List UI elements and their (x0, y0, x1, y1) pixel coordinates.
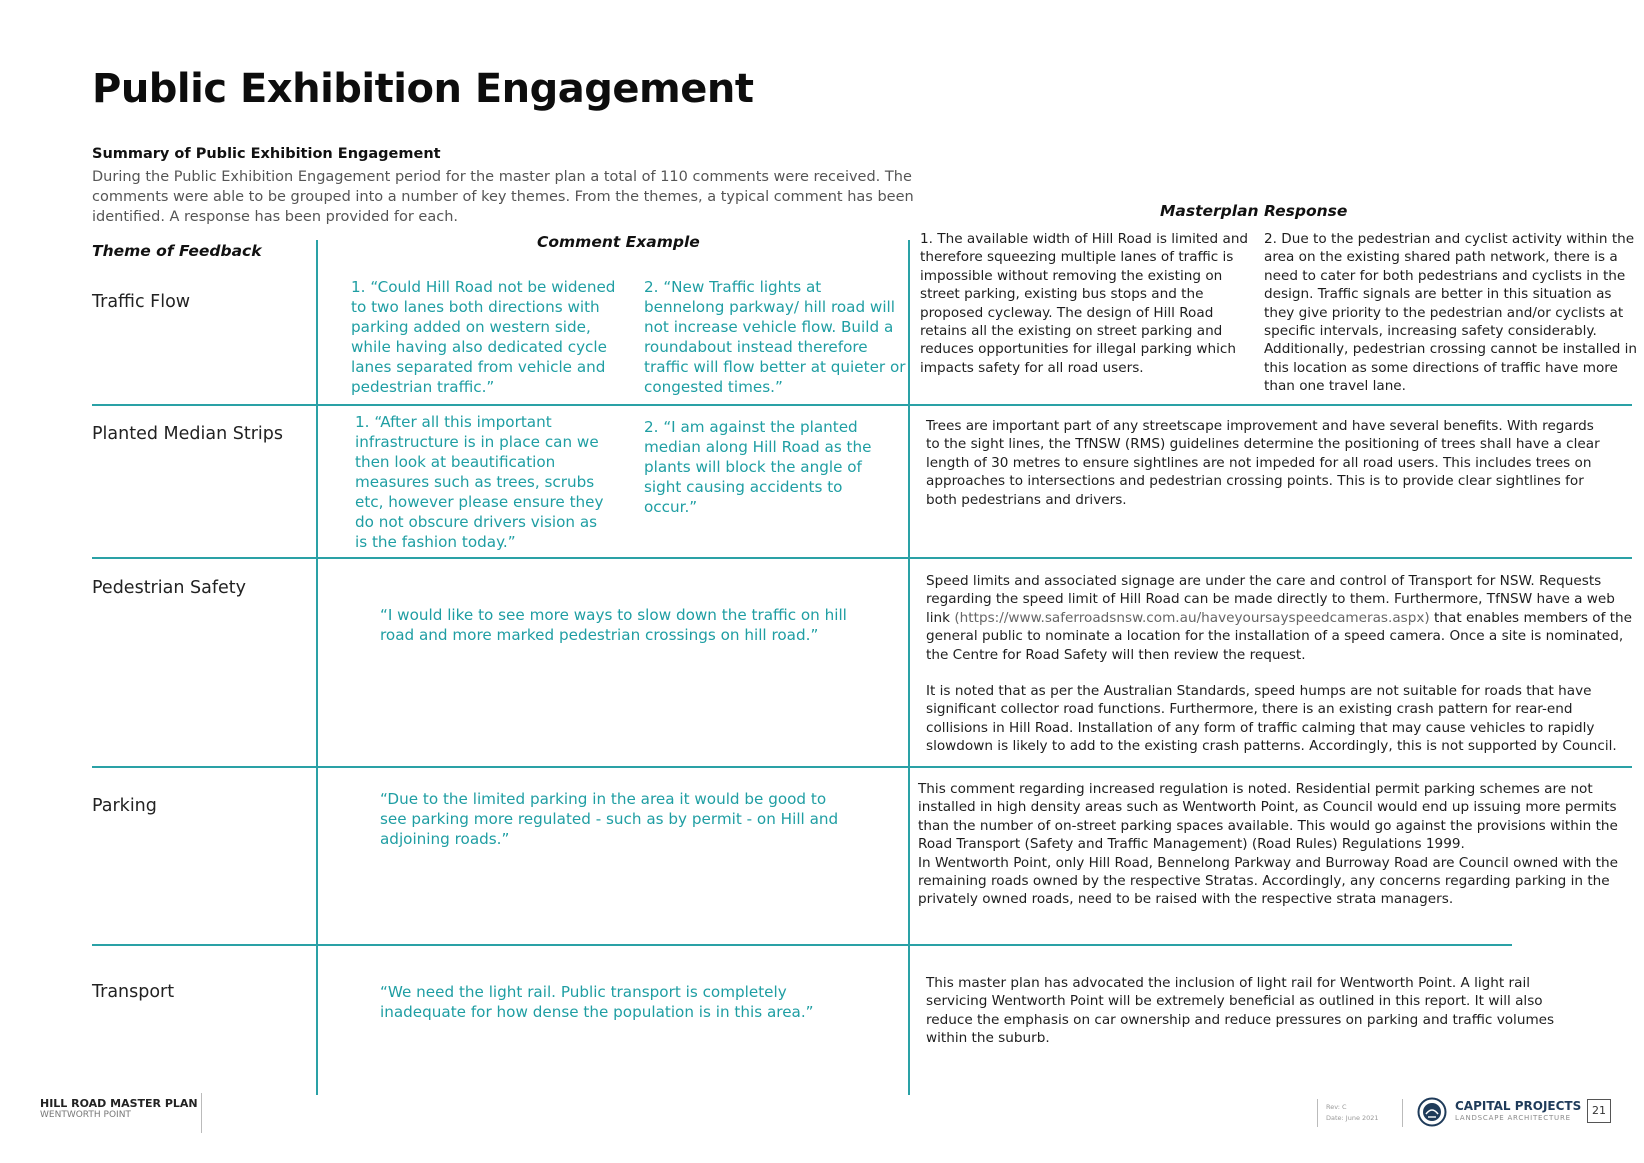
seal-icon (1417, 1097, 1447, 1127)
response-pedestrian-safety (926, 572, 1636, 756)
footer-location: WENTWORTH POINT (40, 1110, 131, 1120)
response-transport: This master plan has advocated the inclusion of light rail for Wentworth Point. A light rail servicing Wentworth Point will be extremely beneficial as outlined in this report. It will also reduce the emphasis on car ownership and reduce pressures on parking and traffic volumes within the suburb. (926, 975, 1555, 1047)
row-divider (92, 404, 1632, 406)
comment-pedestrian-safety: “I would like to see more ways to slow down the traffic on hill road and more marked pedestrian crossings on hill road.” (380, 606, 847, 644)
brand-subtitle: LANDSCAPE ARCHITECTURE (1455, 1114, 1571, 1122)
footer-project-name: HILL ROAD MASTER PLAN (40, 1097, 198, 1110)
row-divider (92, 944, 1512, 946)
response-median: Trees are important part of any streetscape improvement and have several benefits. With regards to the sight lines, the TfNSW (RMS) guidelines determine the positioning of trees shall have a clear length of 30 metres to ensure sightlines are not impeded for all road users. This includes trees on approaches to intersections and pedestrian crossing points. This is to provide clear sightlines for both pedestrians and drivers. (926, 418, 1600, 508)
theme-column-heading: Theme of Feedback (92, 242, 262, 260)
comment-median-2: 2. “I am against the planted median along Hill Road as the plants will block the angle of sight causing accidents to occur.” (644, 418, 872, 516)
theme-planted-median-strips: Planted Median Strips (92, 424, 283, 444)
saferroads-link[interactable]: (https://www.saferroadsnsw.com.au/haveyoursayspeedcameras.aspx) (954, 609, 1430, 626)
page-number: 21 (1587, 1099, 1611, 1123)
footer-date: Date: June 2021 (1326, 1114, 1379, 1122)
footer-divider (1402, 1099, 1403, 1127)
summary-heading: Summary of Public Exhibition Engagement (92, 146, 441, 162)
comment-traffic-flow-1: 1. “Could Hill Road not be widened to two lanes both directions with parking added on western side, while having also dedicated cycle lanes separated from vehicle and pedestrian traffic.” (351, 278, 616, 396)
response-parking-a: This comment regarding increased regulation is noted. Residential permit parking schemes are not installed in high density areas such as Wentworth Point, as Council would end up issuing more permits than the number of on-street parking spaces available. This would go against the provisions within the Road Transport (Safety and Traffic Management) (Road Rules) Regulations 1999. (918, 781, 1618, 853)
brand-name: CAPITAL PROJECTS (1455, 1099, 1582, 1113)
comment-column-heading: Comment Example (537, 233, 700, 251)
row-divider (92, 557, 1632, 559)
column-divider-left (316, 240, 318, 1095)
footer-revision: Rev: C (1326, 1103, 1347, 1111)
comment-transport: “We need the light rail. Public transport is completely inadequate for how dense the population is in this area.” (380, 983, 814, 1021)
response-parking-b: In Wentworth Point, only Hill Road, Bennelong Parkway and Burroway Road are Council owned with the remaining roads owned by the respective Stratas. Accordingly, any concerns regarding parking in the privately owned roads, need to be raised with the respective strata managers. (918, 854, 1618, 908)
theme-transport: Transport (92, 982, 175, 1002)
row-divider (92, 766, 1632, 768)
comment-traffic-flow-2: 2. “New Traffic lights at bennelong parkway/ hill road will not increase vehicle flow. Build a roundabout instead therefore traffic will flow better at quieter or congested times.” (644, 278, 906, 396)
response-pedestrian-safety-b: It is noted that as per the Australian Standards, speed humps are not suitable for roads that have significant collector road functions. Furthermore, there is an existing crash pattern for rear-end collisions in Hill Road. Installation of any form of traffic calming that may cause vehicles to rapidly slowdown is likely to add to the existing crash patterns. Accordingly, this is not supported by Council. (926, 683, 1617, 755)
footer-divider (1317, 1099, 1318, 1127)
footer-divider (201, 1093, 202, 1133)
comment-median-1: 1. “After all this important infrastructure is in place can we then look at beautification measures such as trees, scrubs etc, however please ensure they do not obscure drivers vision as is the fashion today.” (355, 413, 604, 551)
response-traffic-flow-1: 1. The available width of Hill Road is limited and therefore squeezing multiple lanes of traffic is impossible without removing the existing on street parking, existing bus stops and the proposed cycleway. The design of Hill Road retains all the existing on street parking and reduces opportunities for illegal parking which impacts safety for all road users. (920, 231, 1249, 376)
theme-traffic-flow: Traffic Flow (92, 292, 191, 312)
summary-text: During the Public Exhibition Engagement period for the master plan a total of 110 comments were received. The comments were able to be grouped into a number of key themes. From the themes, a typical comment has been identified. A response has been provided for each. (92, 169, 914, 225)
page-title: Public Exhibition Engagement (92, 66, 754, 112)
comment-parking: “Due to the limited parking in the area it would be good to see parking more regulated - such as by permit - on Hill and adjoining roads.” (380, 790, 839, 848)
response-traffic-flow-2: 2. Due to the pedestrian and cyclist activity within the area on the existing shared path network, there is a need to cater for both pedestrians and cyclists in the design. Traffic signals are better in this situation as they give priority to the pedestrian and/or cyclists at specific intervals, increasing safety considerably. Additionally, pedestrian crossing cannot be installed in this location as some directions of traffic have more than one travel lane. (1264, 231, 1638, 395)
response-parking (918, 780, 1618, 909)
response-column-heading: Masterplan Response (1160, 202, 1348, 220)
response-pedestrian-safety-a: Speed limits and associated signage are under the care and control of Transport for NSW. Requests regarding the speed limit of Hill Road can be made directly to them. Furthermore, TfNSW have a web link (https://www.saferroadsnsw.com.au/haveyoursayspeedcameras.aspx) that enables members of the general public to nominate a location for the installation of a speed camera. Once a site is nominated, the Centre for Road Safety will then review the request. (926, 573, 1633, 663)
theme-parking: Parking (92, 796, 157, 816)
theme-pedestrian-safety: Pedestrian Safety (92, 578, 246, 598)
column-divider-right (908, 240, 910, 1095)
